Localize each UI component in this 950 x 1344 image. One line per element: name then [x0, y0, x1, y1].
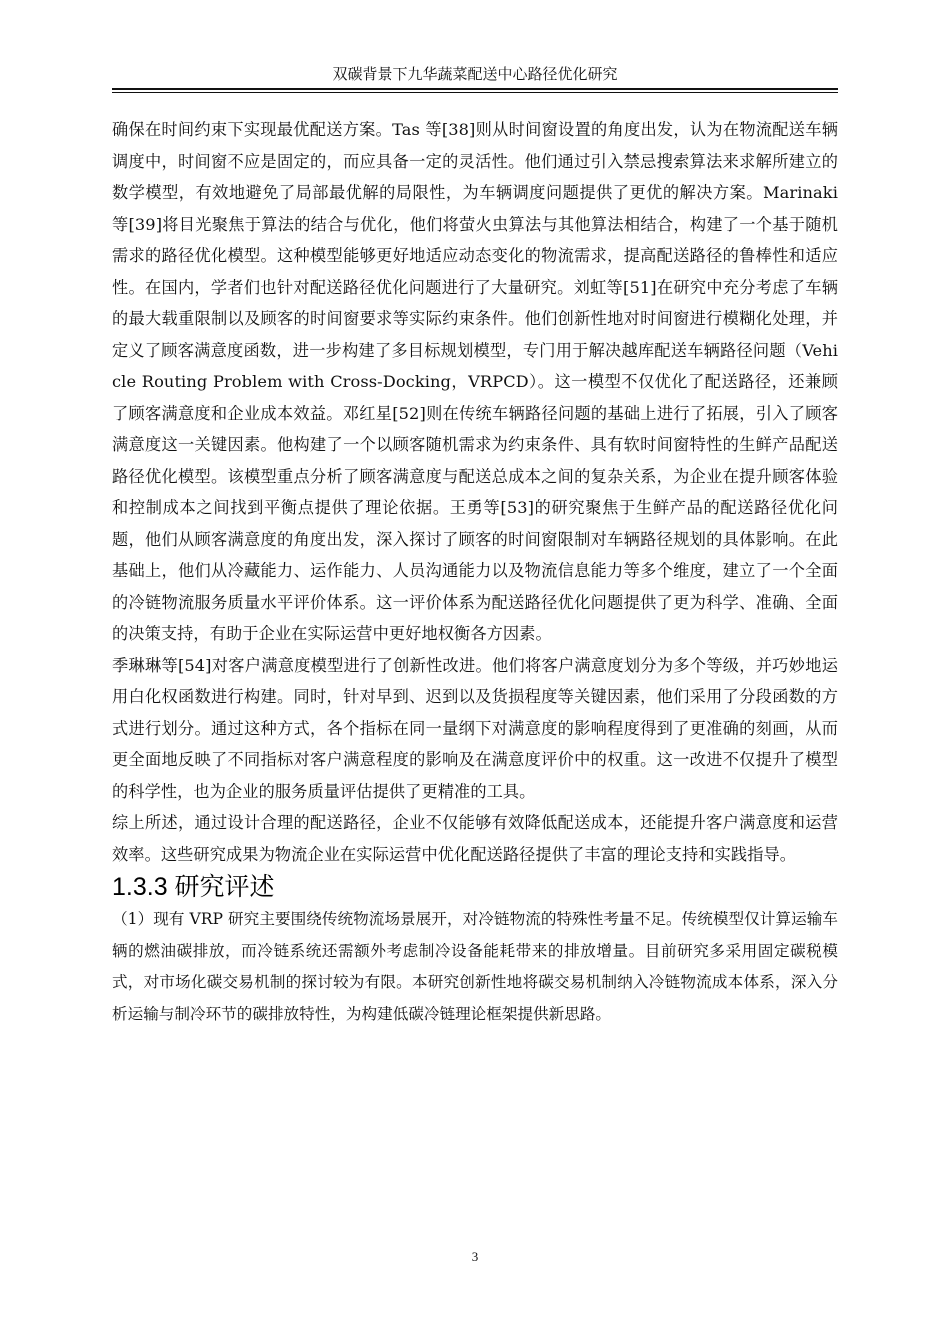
header-rule-thick	[112, 88, 838, 90]
paragraph-ji-linlin: 季琳琳等[54]对客户满意度模型进行了创新性改进。他们将客户满意度划分为多个等级，并巧妙地运用白化权函数进行构建。同时，针对早到、迟到以及货损程度等关键因素，他们采用了分段函数的方式进行划分。通过这种方式，各个指标在同一量纲下对满意度的影响程度得到了更准确的刻画，从而更全面地反映了不同指标对客户满意程度的影响及在满意度评价中的权重。这一改进不仅提升了模型的科学性，也为企业的服务质量评估提供了更精准的工具。	[112, 655, 838, 801]
page-number: 3	[471, 1249, 479, 1264]
paragraph-summary: 综上所述，通过设计合理的配送路径，企业不仅能够有效降低配送成本，还能提升客户满意度和运营效率。这些研究成果为物流企业在实际运营中优化配送路径提供了丰富的理论支持和实践指导。	[112, 813, 838, 864]
paragraph-research-review-1: （1）现有 VRP 研究主要围绕传统物流场景展开，对冷链物流的特殊性考量不足。传统模型仅计算运输车辆的燃油碳排放，而冷链系统还需额外考虑制冷设备能耗带来的排放增量。目前研究多采用固定碳税模式，对市场化碳交易机制的探讨较为有限。本研究创新性地将碳交易机制纳入冷链物流成本体系，深入分析运输与制冷环节的碳排放特性，为构建低碳冷链理论框架提供新思路。	[112, 910, 838, 1023]
running-header: 双碳背景下九华蔬菜配送中心路径优化研究	[332, 67, 618, 83]
paragraph-literature-review-continued: 确保在时间约束下实现最优配送方案。Tas 等[38]则从时间窗设置的角度出发，认为在物流配送车辆调度中，时间窗不应是固定的，而应具备一定的灵活性。他们通过引入禁忌搜索算法来求解所建立的数学模型，有效地避免了局部最优解的局限性，为车辆调度问题提供了更优的解决方案。Marinaki 等[39]将目光聚焦于算法的结合与优化，他们将萤火虫算法与其他算法相结合，构建了一个基于随机需求的路径优化模型。这种模型能够更好地适应动态变化的物流需求，提高配送路径的鲁棒性和适应性。在国内，学者们也针对配送路径优化问题进行了大量研究。刘虹等[51]在研究中充分考虑了车辆的最大载重限制以及顾客的时间窗要求等实际约束条件。他们创新性地对时间窗进行模糊化处理，并定义了顾客满意度函数，进一步构建了多目标规划模型，专门用于解决越库配送车辆路径问题（Vehicle Routing Problem with Cross-Docking，VRPCD）。这一模型不仅优化了配送路径，还兼顾了顾客满意度和企业成本效益。邓红星[52]则在传统车辆路径问题的基础上进行了拓展，引入了顾客满意度这一关键因素。他构建了一个以顾客随机需求为约束条件、具有软时间窗特性的生鲜产品配送路径优化模型。该模型重点分析了顾客满意度与配送总成本之间的复杂关系，为企业在提升顾客体验和控制成本之间找到平衡点提供了理论依据。王勇等[53]的研究聚焦于生鲜产品的配送路径优化问题，他们从顾客满意度的角度出发，深入探讨了顾客的时间窗限制对车辆路径规划的具体影响。在此基础上，他们从冷藏能力、运作能力、人员沟通能力以及物流信息能力等多个维度，建立了一个全面的冷链物流服务质量水平评价体系。这一评价体系为配送路径优化问题提供了更为科学、准确、全面的决策支持，有助于企业在实际运营中更好地权衡各方因素。	[112, 120, 838, 643]
body-text	[112, 114, 838, 1030]
header-rule-thin	[112, 92, 838, 93]
section-heading: 1.3.3 研究评述	[112, 873, 275, 901]
